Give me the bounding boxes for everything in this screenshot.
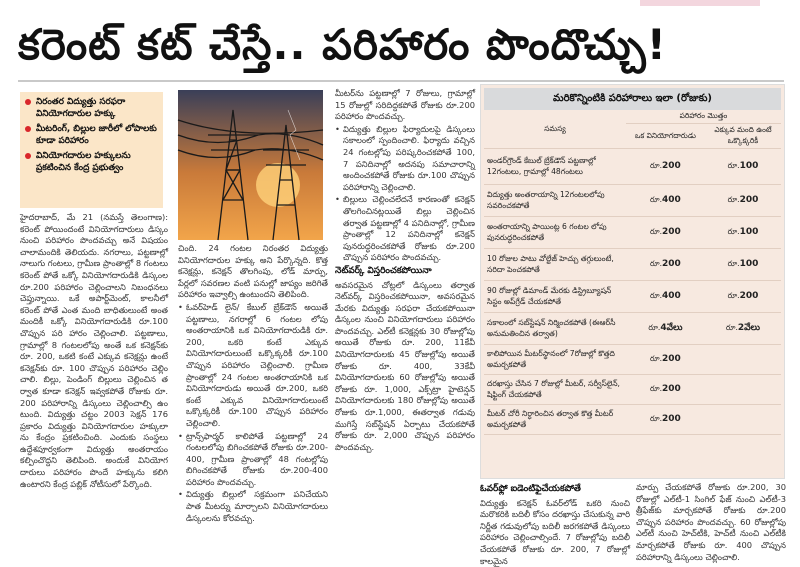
- amount: 200: [739, 291, 759, 301]
- row-many: [705, 313, 781, 345]
- header-service: సమస్య: [484, 110, 626, 149]
- row-desc: 10 రోజుల పాటు వోల్టేజ్ హెచ్చు తగ్గులుంటే, సరిదా పెంచకపోతే: [484, 249, 626, 281]
- currency: రూ.: [648, 322, 661, 332]
- table-row: [484, 281, 781, 313]
- currency: రూ.: [650, 414, 663, 423]
- paragraph: చింది. 24 గంటల నిరంతర విద్యుత్తు వినియోగదారుల హక్కు అని పేర్కొన్నది. కొత్త కనెక్షన్లు, కనెక్షన్ తొలగింపు, లోడ్ మార్పు, పేర్లలో సవరణల వంటి పనుల్లో జాప్యం జరిగితే పరిహారం ఇవ్వాల్సి ఉంటుందని తెలిపింది.: [178, 243, 328, 300]
- highlight-item: నిరంతర విద్యుత్తు సరఫరా వినియోగదారుల హక్కు: [25, 96, 158, 120]
- table-row: [484, 217, 781, 249]
- header-many-consumers: ఎక్కువ మంది ఉంటే ఒక్కొక్కరికీ: [705, 124, 781, 149]
- bullet-paragraph: • విద్యుత్తు బిల్లులో సక్రమంగా పనిచేయని పాత మీటర్ను మార్చాలని వినియోగదారులు డిస్కంలను కోరవచ్చు.: [178, 489, 328, 524]
- amount: 100: [739, 161, 759, 171]
- power-tower-image: [178, 90, 323, 240]
- currency: రూ.: [650, 227, 663, 236]
- amount: 200: [662, 227, 681, 237]
- paragraph: హైదరాబాద్, మే 21 (నమస్తే తెలంగాణ): కరెంట్ పోయిందంటే వినియోగదారులు డిస్కం నుంచి పరిహారం పొందవచ్చు అనే విషయం చాలామందికి తెలియదు. నగరాలు, పట్టణాల్లో నాలుగు గంటలు, గ్రామీణ ప్రాంతాల్లో 8 గంటలు కరెంట్ పోతే ఒక్కో వినియోగదారుడికి డిస్కంల రూ.200 పరిహారం చెల్లించాలని నిబంధనలు చెప్తున్నాయి. ఒకే అపార్ట్‌మెంట్, కాలనీలో కరెంట్ పోతే ఎంత మంది బాధితులుంటే అంత మందికీ ఒక్కో వినియోగదారుడికి రూ.100 చొప్పున పరి హారం చెల్లించాలి. పట్టణాలు, గ్రామాల్లో 8 గంటలలోపు అంతే ఒక కనెక్షన్‌కు రూ. 200, ఒకటి కంటే ఎక్కువ కనెక్షన్లు ఉంటే కనెక్షన్‌కు రూ. 100 చొప్పున పరిహారం చెల్లిం చాలి. బిల్లు, పెండింగ్ బిల్లులు చెల్లించిన త ర్వాత కూడా కనెక్షన్ ఇవ్వకపోతే రోజుకు రూ. 200 పరిహారాన్ని డిస్కంలు చెల్లించాల్సి ఉం టుంది. విద్యుత్తు చట్టం 2003 సెక్షన్ 176 ప్రకారం విద్యుత్తు వినియోగదారుల హక్కులా ను కేంద్రం ప్రకటించింది. ఎందుకు సంస్థలు ఉద్దేశపూర్వకంగా విద్యుత్తు అంతరాయం కల్పించొద్దని తెలిపింది. అందుకే వినియోగ దారులు పరిహారం పొందే హక్కును కలిగి ఉంటారని కేంద్ర పబ్లిక్ నోటీసులో పేర్కొంది.: [20, 212, 168, 489]
- currency: రూ.: [650, 161, 663, 170]
- highlights-box: [20, 92, 163, 208]
- bullet-paragraph: • ఓవర్‌హెడ్ లైన్/ కేబుల్ బ్రేక్‌డౌన్ అయితే పట్టణాలు, నగరాల్లో 6 గంటల లోపు అంతరాయానికి ఒక వినియోగదారుడికి రూ. 200, ఒకరి కంటే ఎక్కువ వినియోగదారులుంటే ఒక్కొక్కరికీ రూ.100 చొప్పున పరిహారం చెల్లించాలి. గ్రామీణ ప్రాంతాల్లో 24 గంటల అంతరాయానికి ఒక వినియోగదారుడు అయితే రూ.200, ఒకరి కంటే ఎక్కువ వినియోగదారులుంటే ఒక్కొక్కరికీ రూ.100 చొప్పున పరిహారం చెల్లించాలి.: [178, 302, 328, 430]
- row-desc: కాలిపోయిన మీటర్‌స్థానంలో 7రోజుల్లో కొత్తది అమర్చకపోతే: [484, 345, 626, 375]
- table-row: [484, 185, 781, 217]
- row-desc: 90 రోజుల్లో డిమాండ్ మేరకు డిస్ట్రిబ్యూషన్ సిస్టం అప్‌గ్రేడ్ చేయకపోతే: [484, 281, 626, 313]
- top-accent: [640, 0, 760, 6]
- row-many: [705, 185, 781, 217]
- amount: 400: [662, 195, 681, 205]
- currency: రూ.: [650, 354, 663, 363]
- currency: రూ.: [727, 195, 740, 204]
- currency: రూ.: [650, 195, 663, 204]
- row-one: [626, 249, 705, 281]
- row-many: [705, 345, 781, 375]
- row-one: [626, 345, 705, 375]
- row-one: [626, 405, 705, 435]
- row-desc: అండర్‌గ్రౌండ్ కేబుల్ బ్రేక్‌డౌన్ పట్టణాల్లో 12గంటలు, గ్రామాల్లో 48గంటలు: [484, 149, 626, 185]
- row-one: [626, 281, 705, 313]
- amount: 200: [662, 414, 681, 424]
- top-bar: [0, 0, 800, 8]
- amount: 100: [739, 259, 759, 269]
- amount: 4వేలు: [660, 322, 683, 333]
- amount: 200: [662, 354, 681, 364]
- paragraph: అవసరమైన చోట్లలో డిస్కంలు తర్వాత నెట్‌వర్క్ విస్తరించకపోయినా, అవసరమైన మేరకు విద్యుత్తు సరఫరా చేయకపోయినా డిస్కంల నుంచి వినియోగదారులు పరిహారం పొందవచ్చు. ఎల్‌టీ కనెక్షన్లకు 30 రోజుల్లోపు అయితే రోజుకు రూ. 200, 11కేవీ వినియోగదారులకు 45 రోజుల్లోపు అయితే రోజుకు రూ. 400, 33కేవీ వినియోగదారులకు 60 రోజుల్లోపు అయితే రోజుకు రూ. 1,000, ఎక్స్‌ట్రా హైటెన్షన్ వినియోగదారులకు 180 రోజుల్లోపు అయితే రోజుకు రూ.1,000, ఈతర్వాత గడువు ముగిస్తే సబ్‌స్టేషన్ ఏర్పాటు చేయకపోతే రోజుకు రూ. 2,000 చొప్పున పరిహారం పొందవచ్చు.: [335, 279, 475, 452]
- compensation-table: [484, 110, 781, 435]
- row-many: [705, 281, 781, 313]
- row-desc: విద్యుత్తు అంతరాయాన్ని 12గంటలలోపు సవరించకపోతే: [484, 185, 626, 217]
- row-one: [626, 149, 705, 185]
- amount: 200: [662, 384, 681, 394]
- headline: కరెంట్ కట్ చేస్తే.. పరిహారం పొందొచ్చు!: [18, 20, 667, 69]
- row-many: [705, 375, 781, 405]
- header-compensation: పరిహారం మొత్తం: [626, 110, 781, 124]
- row-desc: అంతరాయాన్ని పాయింట్ల 6 గంటల లోపు పునరుద్ధరించకపోతే: [484, 217, 626, 249]
- row-one: [626, 375, 705, 405]
- currency: రూ.: [727, 227, 740, 236]
- table-row: [484, 313, 781, 345]
- article-column-5: [636, 482, 786, 562]
- currency: రూ.: [727, 259, 740, 268]
- table-row: [484, 249, 781, 281]
- article-column-4: [480, 482, 630, 566]
- power-tower-photo: [178, 90, 323, 240]
- table-header-row: [484, 110, 781, 124]
- row-many: [705, 405, 781, 435]
- panel-title: మరికొన్నింటికి పరిహారాలు ఇలా (రోజుకు): [484, 88, 781, 110]
- row-one: [626, 185, 705, 217]
- row-many: [705, 149, 781, 185]
- article-column-1: [20, 212, 168, 518]
- row-many: [705, 249, 781, 281]
- highlight-item: వినియోగదారుల హక్కులను ప్రకటించిన కేంద్ర ప్రభుత్వం: [25, 150, 158, 174]
- currency: రూ.: [725, 322, 738, 332]
- currency: రూ.: [727, 291, 740, 300]
- amount: 200: [662, 161, 681, 171]
- currency: రూ.: [650, 384, 663, 393]
- table-row: [484, 345, 781, 375]
- section-heading: నెట్‌వర్క్ విస్తరించకపోయినా: [335, 265, 432, 276]
- amount: 400: [662, 291, 681, 301]
- header-one-consumer: ఒక వినియోగదారుడు: [626, 124, 705, 149]
- article-column-3: [335, 88, 475, 518]
- highlight-item: మీటరింగ్, బిల్లుల జారీలో లోపాలకు కూడా పరిహారం: [25, 123, 158, 147]
- row-desc: మీటర్ చోరీ నిర్ధారించిన తర్వాత కొత్త మీటర్ అమర్చకపోతే: [484, 405, 626, 435]
- currency: రూ.: [650, 259, 663, 268]
- bullet-paragraph: • ట్రాన్స్‌ఫార్మర్ కాలిపోతే పట్టణాల్లో 24 గంటలలోపు బిగించకపోతే రోజుకు రూ.200-400, గ్రామీణ ప్రాంతాల్లో 48 గంటల్లోపు బిగించకపోతే రోజుకు రూ.200-400 పరిహారం పొందవచ్చు.: [178, 431, 328, 489]
- amount: 100: [739, 227, 759, 237]
- row-many: [705, 217, 781, 249]
- table-row: [484, 405, 781, 435]
- amount: 200: [739, 195, 759, 205]
- row-desc: సకాలంలో సబ్‌స్టేషన్ నిర్మించకపోతే (ఈఆర్‌సీ అనుమతించిన తర్వాత): [484, 313, 626, 345]
- section-heading: ఓవర్‌ఫ్లో ఐడెంటిఫైచేయకపోతే: [480, 484, 581, 494]
- row-one: [626, 313, 705, 345]
- headline-rule: [18, 80, 784, 82]
- currency: రూ.: [650, 291, 663, 300]
- table-row: [484, 149, 781, 185]
- paragraph: మీటర్‌ను పట్టణాల్లో 7 రోజులు, గ్రామాల్లో 15 రోజుల్లో సరిదిద్దకపోతే రోజుకు రూ.200 పరిహారం పొందవచ్చు.: [335, 88, 475, 122]
- bullet-paragraph: • బిల్లులు చెల్లించలేదనే కారణంతో కనెక్షన్ తొలగించినట్లయితే బిల్లు చెల్లించిన తర్వాత పట్టణాల్లో 4 పనిదినాల్లో, గ్రామీణ ప్రాంతాల్లో 12 పనిదినాల్లో కనెక్షన్ పునరుద్ధరించకపోతే రోజుకు రూ.200 చొప్పున పరిహారం పొందవచ్చు.: [335, 194, 475, 264]
- paragraph: విద్యుత్తు కనెక్షన్ ఓవర్‌లోడ్ ఒకరి నుంచి మరొకరికి బదిలీ కోసం దరఖాస్తు చేసుకున్న వారి నిర్ణీత గడువులోపు బదిలీ జరగకపోతే డిస్కంలు పరిహారం చెల్లించాల్సిందే. 7 రోజుల్లోపు బదిలీ చేయకపోతే రోజుకు రూ. 200, 7 రోజుల్లో కాలమైన: [480, 497, 630, 566]
- amount: 2వేలు: [737, 322, 761, 333]
- currency: రూ.: [727, 161, 740, 170]
- row-one: [626, 217, 705, 249]
- amount: 200: [662, 259, 681, 269]
- row-desc: దరఖాస్తు చేసిన 7 రోజుల్లో మీటర్, సర్వీస్‌లైన్, షిఫ్టింగ్ చేయకపోతే: [484, 375, 626, 405]
- article-column-2: [178, 243, 328, 523]
- table-row: [484, 375, 781, 405]
- bullet-paragraph: • విద్యుత్తు బిల్లుల ఫిర్యాదులపై డిస్కంలు సకాలంలో స్పందించాలి. ఫిర్యాదు వచ్చిన 24 గంటల్లోపు పరిష్కరించకపోతే 100, 7 పనిదినాల్లో అదనపు సమాచారాన్ని అందించకపోతే రోజుకు రూ.100 చొప్పున పరిహారాన్ని చెల్లించాలి.: [335, 124, 475, 194]
- paragraph: మార్పు చేయకపోతే రోజుకు రూ.200, 30 రోజుల్లో ఎల్‌టీ-1 సింగిల్ ఫేజ్ నుంచి ఎల్‌టీ-3 త్రీఫేజ్‌కు మార్చకపోతే రోజుకు రూ.200 చొప్పున పరిహారం పొందవచ్చు. 60 రోజుల్లోపు ఎల్‌టీ నుంచి హెచ్‌టీకి, హెచ్‌టీ నుంచి ఎల్‌టీకి మార్చకపోతే రోజుకు రూ. 400 చొప్పున పరిహారాన్ని డిస్కంలు చెల్లించాలి.: [636, 482, 786, 562]
